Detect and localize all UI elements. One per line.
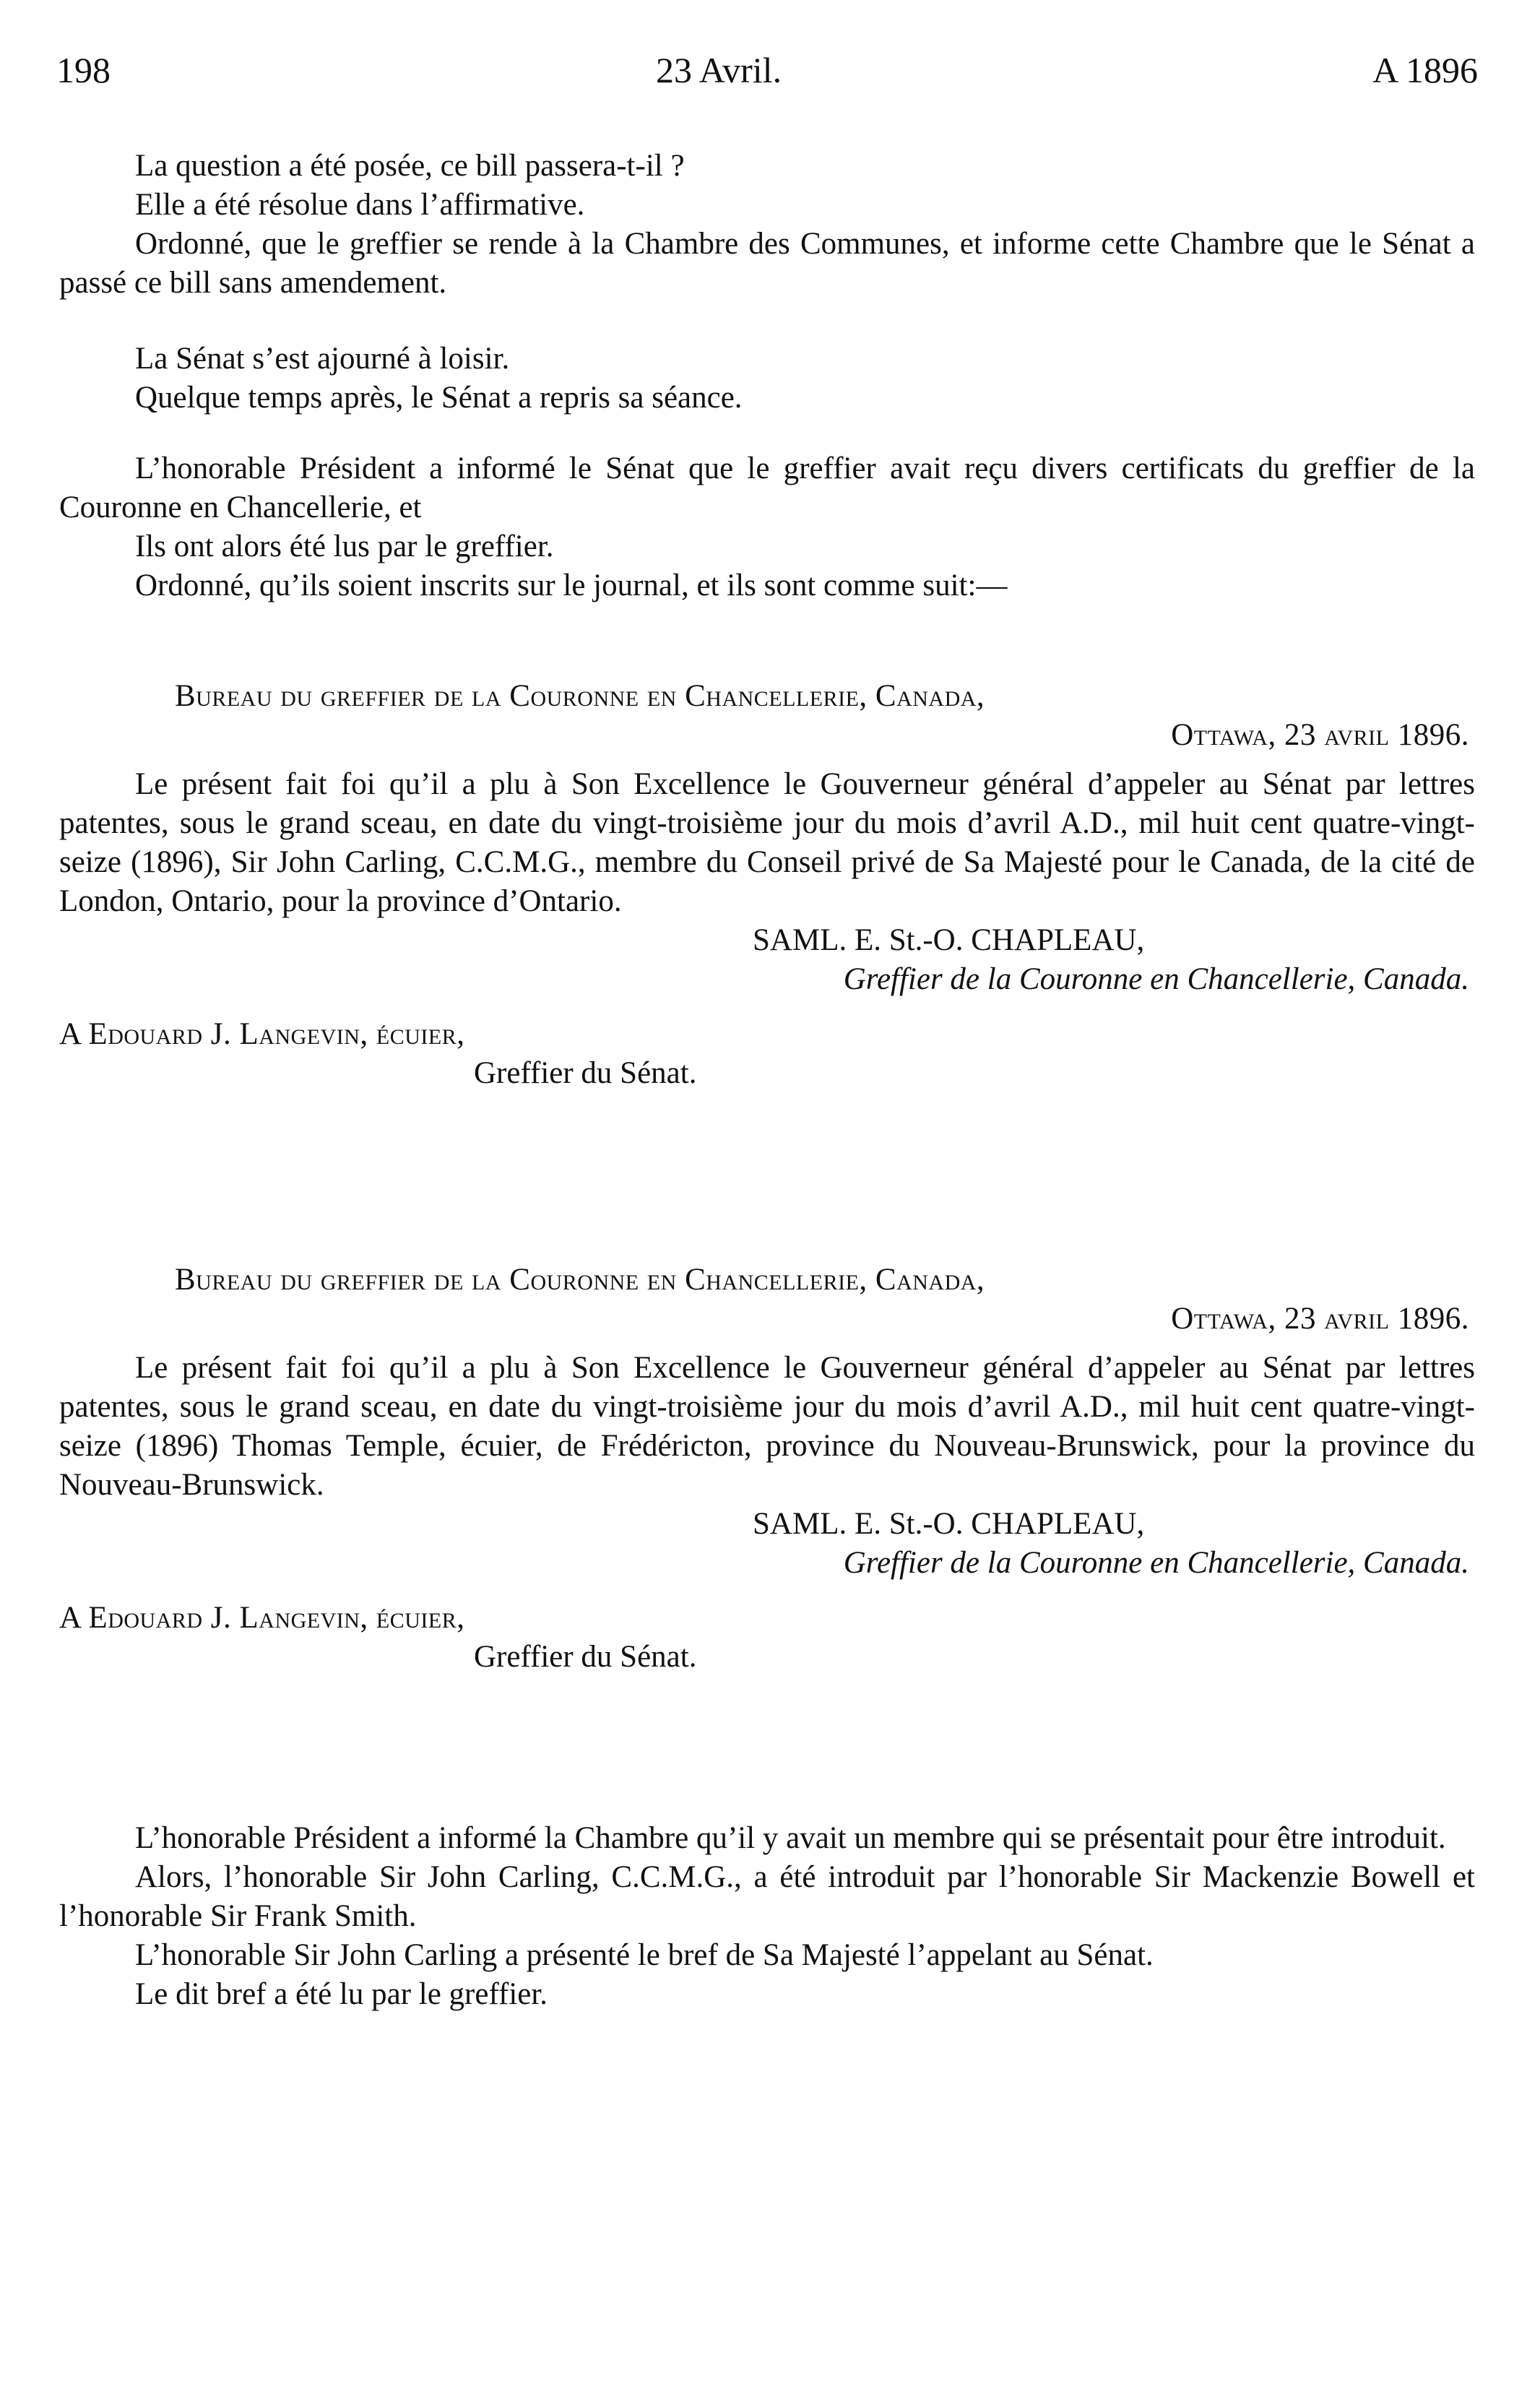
closing-block <box>59 1819 1475 2014</box>
addressee: A Edouard J. Langevin, écuier, <box>59 1601 465 1635</box>
page-date: 23 Avril. <box>656 50 782 90</box>
paragraph: La Sénat s’est ajourné à loisir. <box>135 342 510 376</box>
paragraph: Ordonné, qu’ils soient inscrits sur le journal, et ils sont comme suit:— <box>135 569 1008 602</box>
paragraph: Alors, l’honorable Sir John Carling, C.C.M.G., a été introduit par l’honorable Sir Mackenzie Bowell et l’honorable Sir Frank Smith. <box>59 1860 1475 1933</box>
paragraph: La question a été posée, ce bill passera-t-il ? <box>135 149 685 183</box>
office-heading: Bureau du greffier de la Couronne en Chancellerie, Canada, <box>175 1263 985 1297</box>
paragraph: L’honorable Président a informé le Sénat que le greffier avait reçu divers certificats du greffier de la Couronne en Chancellerie, et <box>59 451 1475 524</box>
opening-block <box>59 147 1475 303</box>
adjourn-block <box>59 340 1475 418</box>
page-number: 198 <box>56 50 111 90</box>
paragraph: Ordonné, que le greffier se rende à la Chambre des Communes, et informe cette Chambre que le Sénat a passé ce bill sans amendement. <box>59 227 1475 300</box>
addressee-title: Greffier du Sénat. <box>474 1640 697 1674</box>
signature-title: Greffier de la Couronne en Chancellerie, Canada. <box>843 1546 1469 1580</box>
certificate-2 <box>59 1261 1475 1677</box>
paragraph: Ils ont alors été lus par le greffier. <box>135 530 554 563</box>
signature: SAML. E. St.-O. CHAPLEAU, <box>753 1507 1145 1541</box>
certificate-body: Le présent fait foi qu’il a plu à Son Excellence le Gouverneur général d’appeler au Sénat par lettres patentes, sous le grand sceau, en date du vingt-troisième jour du mois d’avril A.D., mil huit cent quatre-vingt-seize (1896), Sir John Carling, C.C.M.G., membre du Conseil privé de Sa Majesté pour le Canada, de la cité de London, Ontario, pour la province d’Ontario. <box>59 767 1475 918</box>
addressee: A Edouard J. Langevin, écuier, <box>59 1017 465 1051</box>
paragraph: Le dit bref a été lu par le greffier. <box>135 1977 548 2011</box>
office-heading: Bureau du greffier de la Couronne en Chancellerie, Canada, <box>175 679 985 713</box>
paragraph: L’honorable Sir John Carling a présenté le bref de Sa Majesté l’appelant au Sénat. <box>135 1938 1154 1972</box>
certificates-block <box>59 449 1475 605</box>
paragraph: Elle a été résolue dans l’affirmative. <box>135 188 585 222</box>
place-date: Ottawa, 23 avril 1896. <box>1171 718 1469 752</box>
certificate-body: Le présent fait foi qu’il a plu à Son Excellence le Gouverneur général d’appeler au Sénat par lettres patentes, sous le grand sceau, en date du vingt-troisième jour du mois d’avril A.D., mil huit cent quatre-vingt-seize (1896) Thomas Temple, écuier, de Frédéricton, province du Nouveau-Brunswick, pour la province du Nouveau-Brunswick. <box>59 1351 1475 1502</box>
paragraph: L’honorable Président a informé la Chambre qu’il y avait un membre qui se présentait pour être introduit. <box>135 1821 1446 1855</box>
page-year: A 1896 <box>1372 50 1478 90</box>
paragraph: Quelque temps après, le Sénat a repris sa séance. <box>135 381 743 415</box>
place-date: Ottawa, 23 avril 1896. <box>1171 1302 1469 1336</box>
certificate-1 <box>59 677 1475 1093</box>
page-header <box>56 49 1478 100</box>
signature: SAML. E. St.-O. CHAPLEAU, <box>753 923 1145 957</box>
signature-title: Greffier de la Couronne en Chancellerie, Canada. <box>843 962 1469 996</box>
addressee-title: Greffier du Sénat. <box>474 1056 697 1090</box>
